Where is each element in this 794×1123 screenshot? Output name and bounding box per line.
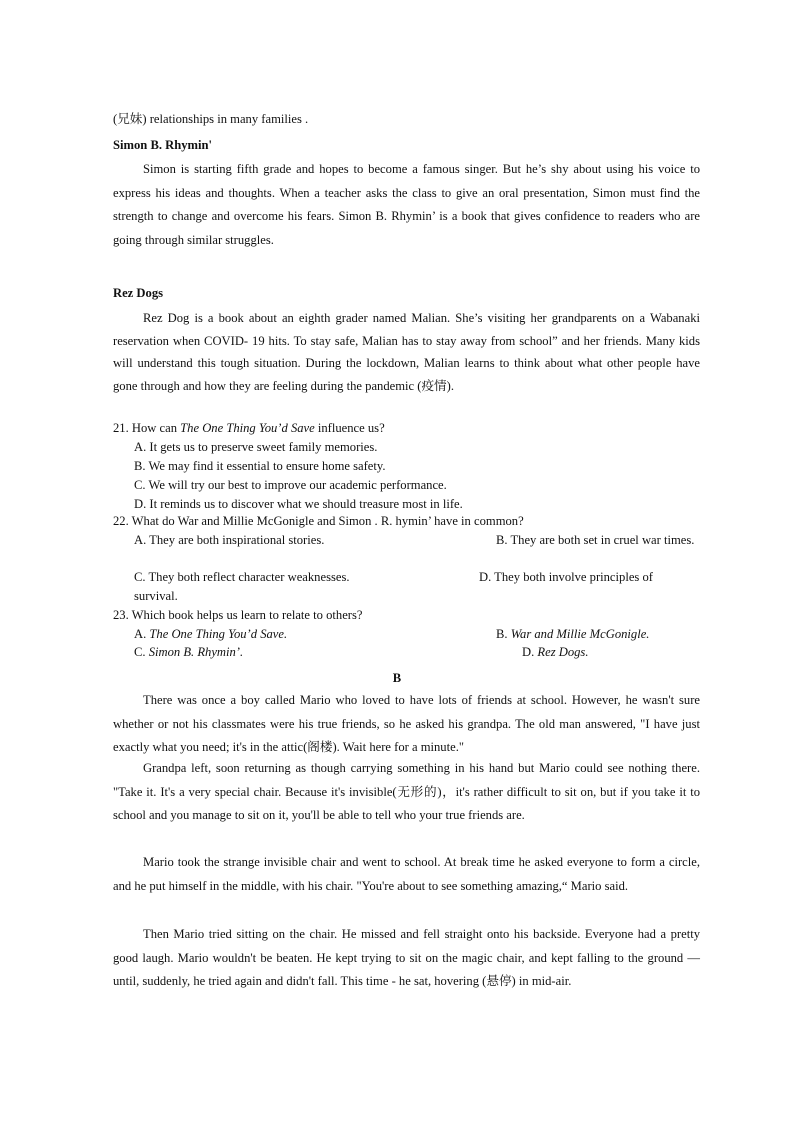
question-21-stem	[113, 419, 385, 438]
question-21-option-b: B. We may find it essential to ensure home safety.	[134, 459, 386, 473]
question-21-stem-title: The One Thing You’d Save	[180, 421, 315, 435]
question-21-option-c: C. We will try our best to improve our academic performance.	[134, 478, 447, 492]
book-text-rez-dogs: Rez Dog is a book about an eighth grader named Malian. She’s visiting her grandparents on a Wabanaki reservation when COVID- 19 hits. To stay safe, Malian has to stay away from school” and her friends. Many kids will understand this tough situation. During the lockdown, Malian learns to think about what other people have gone through and how they are feeling during the pandemic (疫情).	[113, 311, 700, 393]
question-22-option-c: C. They both reflect character weaknesses.	[134, 570, 350, 584]
question-22-stem: 22. What do War and Millie McGonigle and Simon . R. hymin’ have in common?	[113, 514, 524, 528]
section-b-paragraph-2: Grandpa left, soon returning as though carrying something in his hand but Mario could see nothing there. "Take it. It's a very special chair. Because it's invisible(无形的)，it's rather difficult to sit on, but if you take it to school and you manage to sit on it, you'll be able to tell who your true friends are.	[113, 761, 700, 823]
section-b-paragraph-4: Then Mario tried sitting on the chair. He missed and fell straight onto his backside. Everyone had a pretty good laugh. Mario wouldn't be beaten. He kept trying to sit on the magic chair, and kept falling to the ground — until, suddenly, he tried again and didn't fall. This time - he sat, hovering (悬停) in mid-air.	[113, 927, 700, 989]
question-23-option-c	[134, 643, 243, 662]
question-21-option-a: A. It gets us to preserve sweet family memories.	[134, 440, 378, 454]
question-23-option-a	[134, 625, 287, 644]
book-title-rez-dogs: Rez Dogs	[113, 286, 164, 300]
question-22-option-b: B. They are both set in cruel war times.	[496, 533, 695, 547]
question-23-option-d	[522, 643, 588, 662]
section-heading-b: B	[392, 671, 402, 685]
question-23-option-c-letter: C.	[134, 645, 149, 659]
question-23-stem: 23. Which book helps us learn to relate to others?	[113, 608, 363, 622]
question-23-option-b	[496, 625, 649, 644]
intro-tail: (兄妹) relationships in many families .	[113, 112, 309, 126]
question-23-option-c-title: Simon B. Rhymin’.	[148, 645, 244, 659]
question-23-option-d-title: Rez Dogs.	[537, 645, 589, 659]
question-23-option-d-letter: D.	[522, 645, 538, 659]
question-22-option-d: D. They both involve principles of survival.	[134, 570, 653, 603]
section-b-paragraph-1: There was once a boy called Mario who loved to have lots of friends at school. However, he wasn't sure whether or not his classmates were his true friends, so he asked his grandpa. The old man answered, "I have just exactly what you need; it's in the attic(阁楼). Wait here for a minute."	[113, 693, 700, 755]
question-23-option-b-letter: B.	[496, 627, 511, 641]
book-title-simon: Simon B. Rhymin'	[113, 138, 213, 152]
question-22-option-a: A. They are both inspirational stories.	[134, 533, 325, 547]
question-21-option-d: D. It reminds us to discover what we should treasure most in life.	[134, 497, 463, 511]
question-23-option-b-title: War and Millie McGonigle.	[510, 627, 650, 641]
question-21-stem-pre: 21. How can	[113, 421, 181, 435]
book-text-simon: Simon is starting fifth grade and hopes to become a famous singer. But he’s shy about using his voice to express his ideas and thoughts. When a teacher asks the class to give an oral presentation, Simon must find the strength to change and overcome his fears. Simon B. Rhymin’ is a book that gives confidence to readers who are going through similar struggles.	[113, 162, 700, 247]
question-23-option-a-title: The One Thing You’d Save.	[149, 627, 288, 641]
question-21-stem-post: influence us?	[314, 421, 385, 435]
section-b-paragraph-3: Mario took the strange invisible chair and went to school. At break time he asked everyone to form a circle, and he put himself in the middle, with his chair. "You're about to see something amazing,“ Mario said.	[113, 855, 700, 893]
question-23-option-a-letter: A.	[134, 627, 150, 641]
